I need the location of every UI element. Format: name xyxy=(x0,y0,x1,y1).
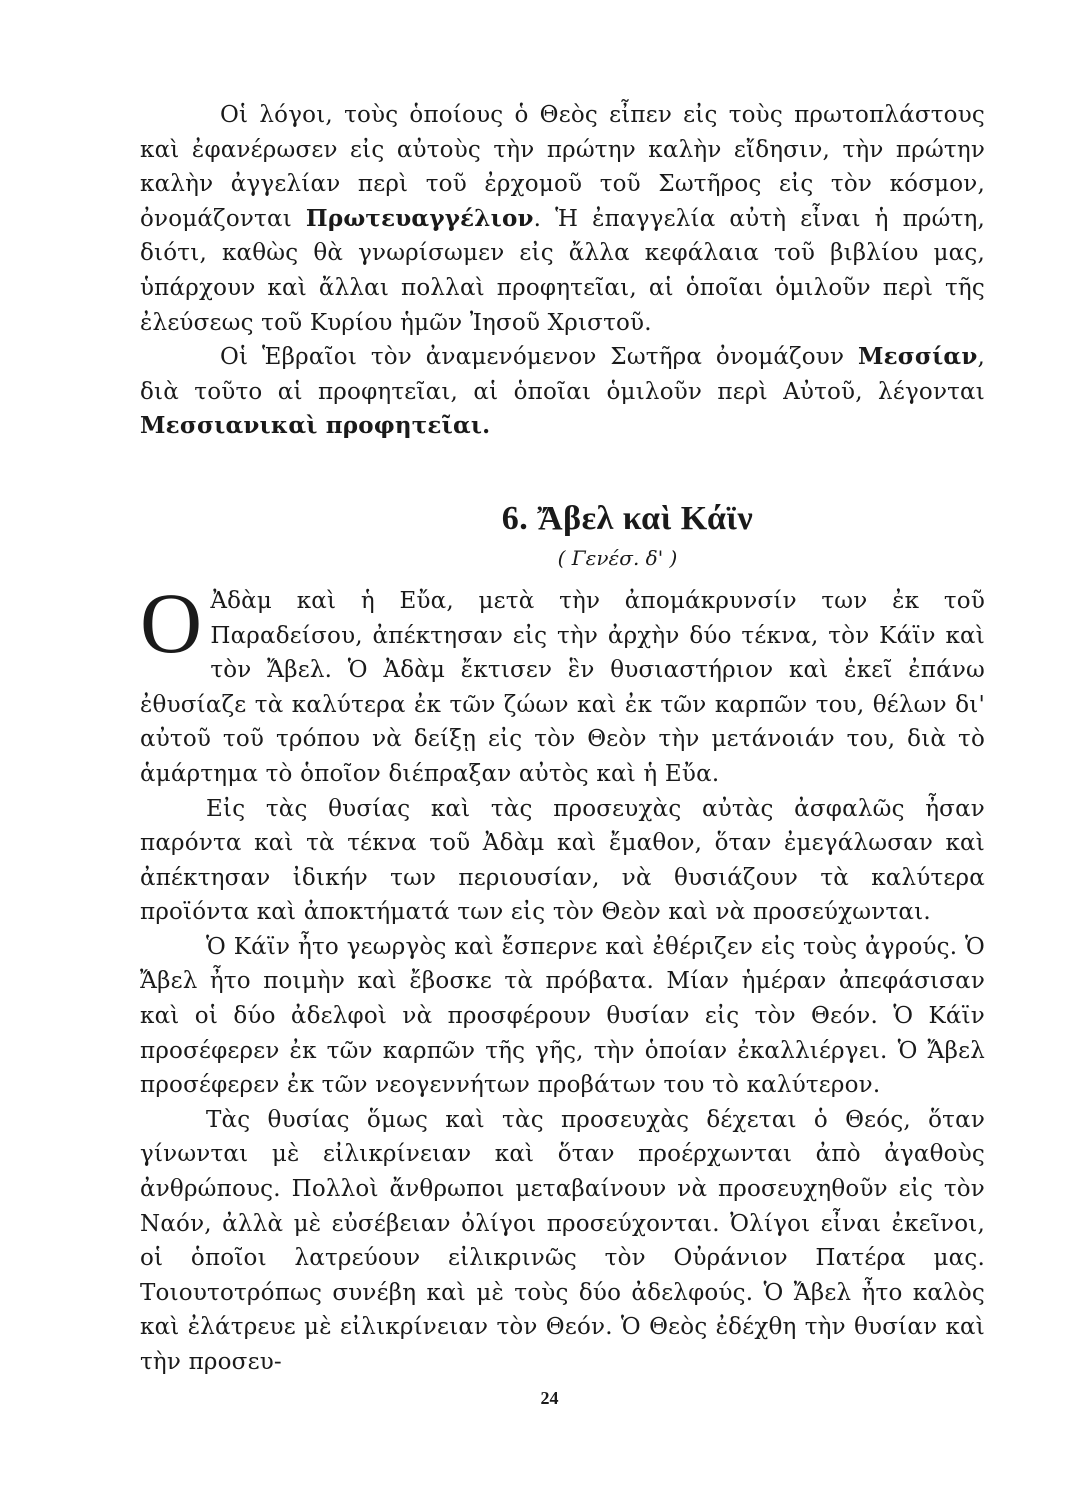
intro-p2-text-a: Οἱ Ἑβραῖοι τὸν ἀναμενόμενον Σωτῆρα ὀνομάζουν xyxy=(220,344,858,371)
body-paragraph-3: Ὁ Κάϊν ἦτο γεωργὸς καὶ ἔσπερνε καὶ ἐθέριζεν εἰς τοὺς ἀγρούς. Ὁ Ἄβελ ἦτο ποιμὴν καὶ ἔβοσκε τὰ πρόβατα. Μίαν ἡμέραν ἀπεφάσισαν καὶ οἱ δύο ἀδελφοὶ νὰ προσφέρουν θυσίαν εἰς τὸν Θεόν. Ὁ Κάϊν προσέφερεν ἐκ τῶν καρπῶν τῆς γῆς, τὴν ὁποίαν ἐκαλλιέργει. Ὁ Ἄβελ προσέφερεν ἐκ τῶν νεογεννήτων προβάτων του τὸ καλύτερον. xyxy=(140,933,985,1099)
intro-p2-text-b: , διὰ τοῦτο αἱ προφητεῖαι, αἱ ὁποῖαι ὁμιλοῦν περὶ Αὐτοῦ, λέγονται xyxy=(140,344,985,405)
page-number: 24 xyxy=(540,1388,559,1408)
term-protoevangelion: Πρωτευαγγέλιον xyxy=(305,204,534,232)
page-content xyxy=(140,98,985,1380)
body-paragraph-2: Εἰς τὰς θυσίας καὶ τὰς προσευχὰς αὐτὰς ἀσφαλῶς ἦσαν παρόντα καὶ τὰ τέκνα τοῦ Ἀδὰμ καὶ ἔμαθον, ὅταν ἐμεγάλωσαν καὶ ἀπέκτησαν ἰδικήν των περιουσίαν, νὰ θυσιάζουν τὰ καλύτερα προϊόντα καὶ ἀποκτήματά των εἰς τὸν Θεὸν καὶ νὰ προσεύχωνται. xyxy=(140,795,985,926)
intro-p1-text-a: Οἱ λόγοι, τοὺς ὁποίους ὁ Θεὸς εἶπεν εἰς τοὺς πρωτοπλάστους καὶ ἐφανέρωσεν εἰς αὐτοὺς τὴν πρώτην καλὴν εἴδησιν, τὴν πρώτην καλὴν ἀγγελίαν περὶ τοῦ ἐρχομοῦ τοῦ Σωτῆρος εἰς τὸν κόσμον, ὀνομάζονται xyxy=(140,102,985,232)
body-paragraph-4: Τὰς θυσίας ὅμως καὶ τὰς προσευχὰς δέχεται ὁ Θεός, ὅταν γίνωνται μὲ εἰλικρίνειαν καὶ ὅταν προέρχωνται ἀπὸ ἀγαθοὺς ἀνθρώπους. Πολλοὶ ἄνθρωποι μεταβαίνουν νὰ προσευχηθοῦν εἰς τὸν Ναόν, ἀλλὰ μὲ εὐσέβειαν ὀλίγοι προσεύχονται. Ὀλίγοι εἶναι ἐκεῖνοι, οἱ ὁποῖοι λατρεύουν εἰλικρινῶς τὸν Οὐράνιον Πατέρα μας. Τοιουτοτρόπως συνέβη καὶ μὲ τοὺς δύο ἀδελφούς. Ὁ Ἄβελ ἦτο καλὸς καὶ ἐλάτρευε μὲ εἰλικρίνειαν τὸν Θεόν. Ὁ Θεὸς ἐδέχθη τὴν θυσίαν καὶ τὴν προσευ- xyxy=(140,1106,985,1375)
drop-cap: Ο xyxy=(140,574,203,671)
chapter-reference: ( Γενέσ. δ' ) xyxy=(557,545,678,570)
term-messiah: Μεσσίαν xyxy=(857,343,978,371)
body-paragraph-1 xyxy=(140,574,985,792)
intro-paragraph-1 xyxy=(140,98,985,340)
chapter-title: 6. Ἄβελ καὶ Κάϊν xyxy=(501,499,754,537)
body-p1-text: Ἀδὰμ καὶ ἡ Εὔα, μετὰ τὴν ἀπομάκρυνσίν των ἐκ τοῦ Παραδείσου, ἀπέκτησαν εἰς τὴν ἀρχὴν δύο τέκνα, τὸν Κάϊν καὶ τὸν Ἄβελ. Ὁ Ἀδὰμ ἔκτισεν ἓν θυσιαστήριον καὶ ἐκεῖ ἐπάνω ἐθυσίαζε τὰ καλύτερα ἐκ τῶν ζώων καὶ ἐκ τῶν καρπῶν του, θέλων δι' αὐτοῦ τοῦ τρόπου νὰ δείξῃ εἰς τὸν Θεὸν τὴν μετάνοιάν του, διὰ τὸ ἁμάρτημα τὸ ὁποῖον διέπραξαν αὐτὸς καὶ ἡ Εὔα. xyxy=(140,587,985,787)
intro-p1-text-b: . Ἡ ἐπαγγελία αὐτὴ εἶναι ἡ πρώτη, διότι, καθὼς θὰ γνωρίσωμεν εἰς ἄλλα κεφάλαια τοῦ βιβλίου μας, ὑπάρχουν καὶ ἄλλαι πολλαὶ προφητεῖαι, αἱ ὁποῖαι ὁμιλοῦν περὶ τῆς ἐλεύσεως τοῦ Κυρίου ἡμῶν Ἰησοῦ Χριστοῦ. xyxy=(140,205,986,336)
intro-paragraph-2 xyxy=(140,340,985,444)
term-messianic-prophecies: Μεσσιανικαὶ προφητεῖαι. xyxy=(140,412,491,440)
